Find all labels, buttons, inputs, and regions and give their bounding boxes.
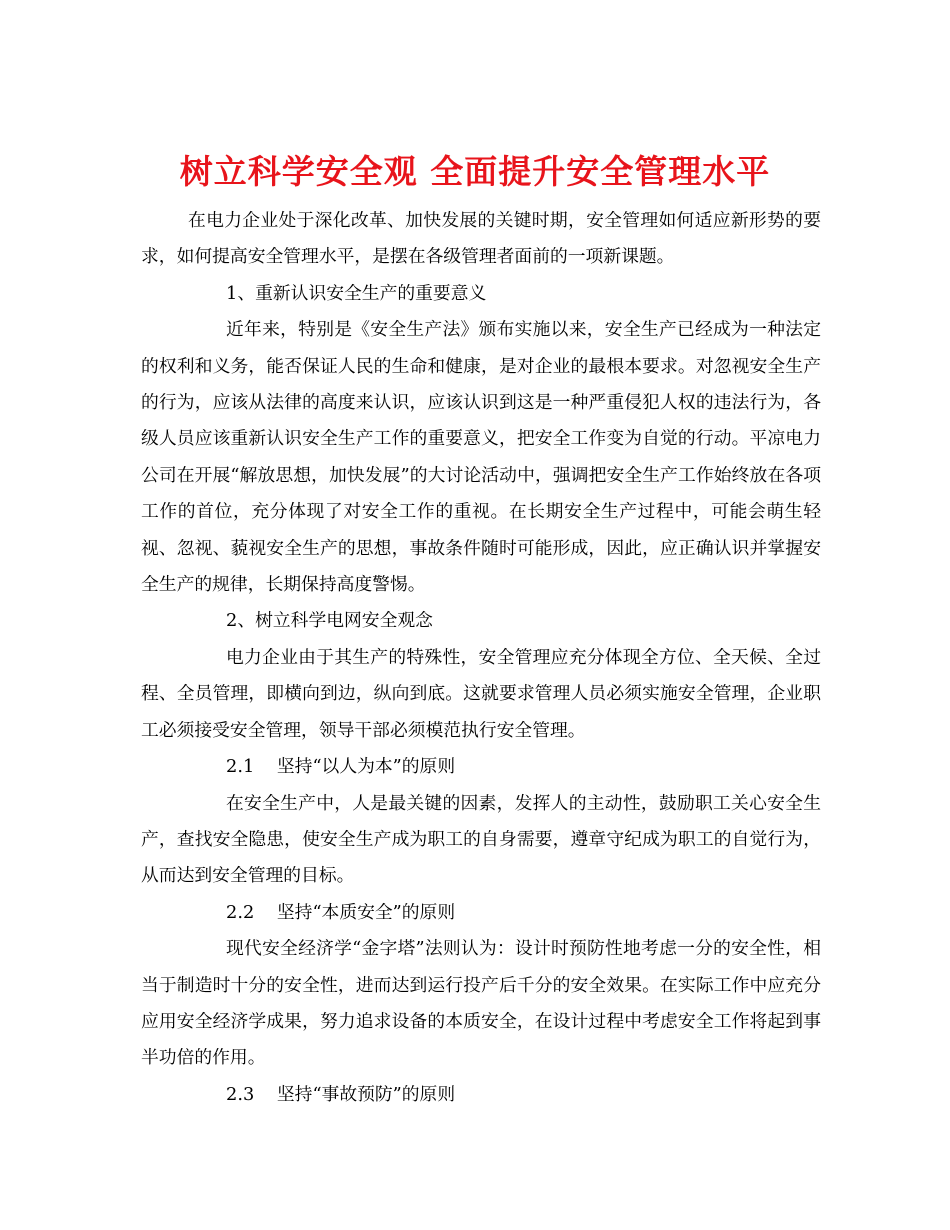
intro-paragraph: 在电力企业处于深化改革、加快发展的关键时期，安全管理如何适应新形势的要求，如何提高安全管理水平，是摆在各级管理者面前的一项新课题。: [141, 210, 821, 268]
document-body: [141, 203, 821, 1113]
section-heading-2: 2、树立科学电网安全观念: [226, 610, 433, 632]
document-title: 树立科学安全观 全面提升安全管理水平: [179, 152, 771, 192]
subsection-heading-2-3: 2.3 坚持“事故预防”的原则: [226, 1083, 456, 1105]
section-2-paragraph: 电力企业由于其生产的特殊性，安全管理应充分体现全方位、全天候、全过程、全员管理，即横向到边，纵向到底。这就要求管理人员必须实施安全管理，企业职工必须接受安全管理，领导干部必须模范执行安全管理。: [141, 646, 821, 741]
subsection-2-1-paragraph: 在安全生产中，人是最关键的因素，发挥人的主动性，鼓励职工关心安全生产，查找安全隐患，使安全生产成为职工的自身需要，遵章守纪成为职工的自觉行为，从而达到安全管理的目标。: [141, 792, 821, 887]
section-heading-1: 1、重新认识安全生产的重要意义: [226, 282, 487, 304]
section-1-paragraph: 近年来，特别是《安全生产法》颁布实施以来，安全生产已经成为一种法定的权利和义务，能否保证人民的生命和健康，是对企业的最根本要求。对忽视安全生产的行为，应该从法律的高度来认识，应该认识到这是一种严重侵犯人权的违法行为，各级人员应该重新认识安全生产工作的重要意义，把安全工作变为自觉的行动。平凉电力公司在开展“解放思想，加快发展”的大讨论活动中，强调把安全生产工作始终放在各项工作的首位，充分体现了对安全工作的重视。在长期安全生产过程中，可能会萌生轻视、忽视、藐视安全生产的思想，事故条件随时可能形成，因此，应正确认识并掌握安全生产的规律，长期保持高度警惕。: [141, 319, 821, 596]
subsection-heading-2-2: 2.2 坚持“本质安全”的原则: [226, 901, 456, 923]
subsection-2-2-paragraph: 现代安全经济学“金字塔”法则认为：设计时预防性地考虑一分的安全性，相当于制造时十分的安全性，进而达到运行投产后千分的安全效果。在实际工作中应充分应用安全经济学成果，努力追求设备的本质安全，在设计过程中考虑安全工作将起到事半功倍的作用。: [141, 938, 821, 1069]
subsection-heading-2-1: 2.1 坚持“以人为本”的原则: [226, 756, 456, 778]
